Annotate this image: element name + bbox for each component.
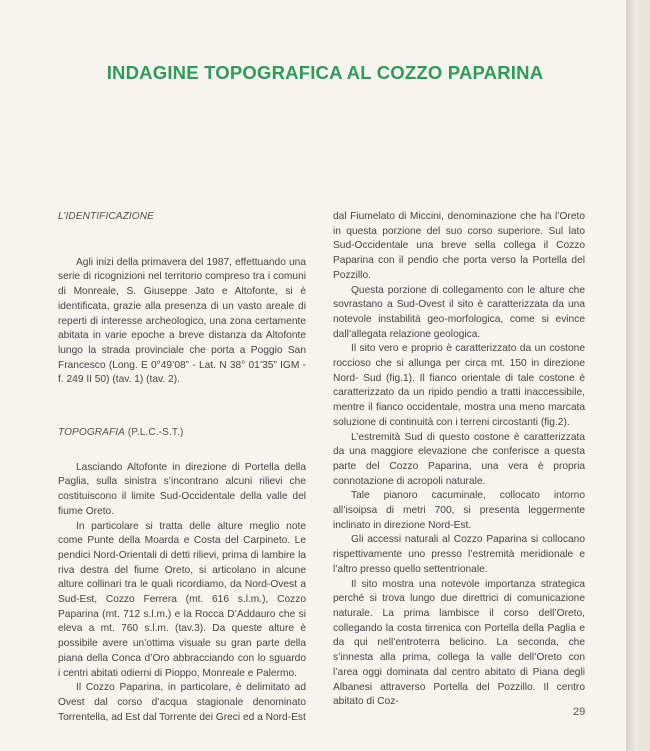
page-binding-edge [626,0,638,751]
section-heading-topografia-title: TOPOGRAFIA [58,427,125,439]
section-heading-identificazione: L’IDENTIFICAZIONE [58,211,154,222]
paragraph: Questa porzione di collegamento con le alture che sovrastano a Sud-Ovest il sito è caratterizzata da una notevole instabilità geo-morfologica, come si evince dall’allegata relazione geologica. [333,284,585,340]
section-spacing [58,441,306,461]
paragraph: In particolare si tratta delle alture meglio note come Punte della Moarda e Costa del Carpineto. Le pendici Nord-Orientali di detti rilievi, prima di lambire la riva destra del fiume Oreto, si articolano in alcune alture collinari tra le quali ricordiamo, da Nord-Ovest a Sud-Est, Cozzo Ferrera (mt. 616 s.l.m.), Cozzo Paparina (mt. 712 s.l.m.) e la Rocca D’Addauro che si eleva a mt. 760 s.l.m. (tav.3). Da queste alture è possibile avere un’ottima visuale su gran parte della piana della Conca d’Oro abbracciando con lo sguardo i centri abitati odierni di Pioppo, Monreale e Palermo. [58,520,306,679]
paragraph: Gli accessi naturali al Cozzo Paparina si collocano rispettivamente uno presso l’estremità meridionale e l’altro presso quello settentrionale. [333,534,585,575]
page-title: INDAGINE TOPOGRAFICA AL COZZO PAPARINA [106,62,544,83]
paragraph: L’estremità Sud di questo costone è caratterizzata da una maggiore elevazione che conferisce a questa parte del Cozzo Paparina, una vera è propria connotazione di acropoli naturale. [333,431,585,487]
paragraph: Il Cozzo Paparina, in particolare, è delimitato ad Ovest dal corso d’acqua stagionale denominato Torrentella, ad Est dal Torrente dei Greci ed a Nord-Est [58,682,306,723]
paragraph: Il sito vero e proprio è caratterizzato da un costone roccioso che si allunga per circa mt. 150 in direzione Nord- Sud (fig.1). Il fianco orientale di tale costone è caratterizzato da un ripido pendio a tratti inaccessibile, mentre il fianco occidentale, mostra una meno marcata soluzione di continuità con i terreni circostanti (fig.2). [333,343,585,428]
section-heading-topografia [58,426,306,441]
paragraph: dal Fiumelato di Miccini, denominazione che ha l’Oreto in questa porzione del suo corso superiore. Sul lato Sud-Occidentale una breve sella collega il Cozzo Paparina con il pendio che porta verso la Portella del Pozzillo. [333,211,585,281]
page-number: 29 [573,706,586,718]
paragraph: Tale pianoro cacuminale, collocato intorno all’isoipsa di metri 700, si presenta leggermente inclinato in direzione Nord-Est. [333,490,585,531]
paragraph: Agli inizi della primavera del 1987, effettuando una serie di ricognizioni nel territorio compreso tra i comuni di Monreale, S. Giuseppe Jato e Altofonte, si è identificata, grazie alla presenza di un vasto areale di reperti di interesse archeologico, una zona certamente abitata in varie epoche a breve distanza da Altofonte lungo la strada provinciale che porta a Poggio San Francesco (Long. E 0°49’08” - Lat. N 38° 01’35” IGM - f. 249 II 50) (tav. 1) (tav. 2). [58,256,306,386]
section-spacing [58,225,306,256]
right-text-column [333,210,585,710]
section-heading-topografia-author: (P.L.C.-S.T.) [125,427,184,439]
section-spacing [58,388,306,426]
paragraph: Lasciando Altofonte in direzione di Portella della Paglia, sulla sinistra s’incontrano alcuni rilievi che costituiscono il limite Sud-Occidentale della valle del fiume Oreto. [58,461,306,517]
paragraph: Il sito mostra una notevole importanza strategica perché si trova lungo due direttrici di comunicazione naturale. La prima lambisce il corso dell’Oreto, collegando la costa tirrenica con Portella della Paglia e da qui nell’entroterra belicino. La seconda, che s’innesta alla prima, collega la valle dell’Oreto con l’area oggi dominata dal centro abitato di Piana degli Albanesi attraverso Portella del Pozzillo. Il centro abitato di Coz- [333,578,585,708]
left-text-column [58,210,306,725]
